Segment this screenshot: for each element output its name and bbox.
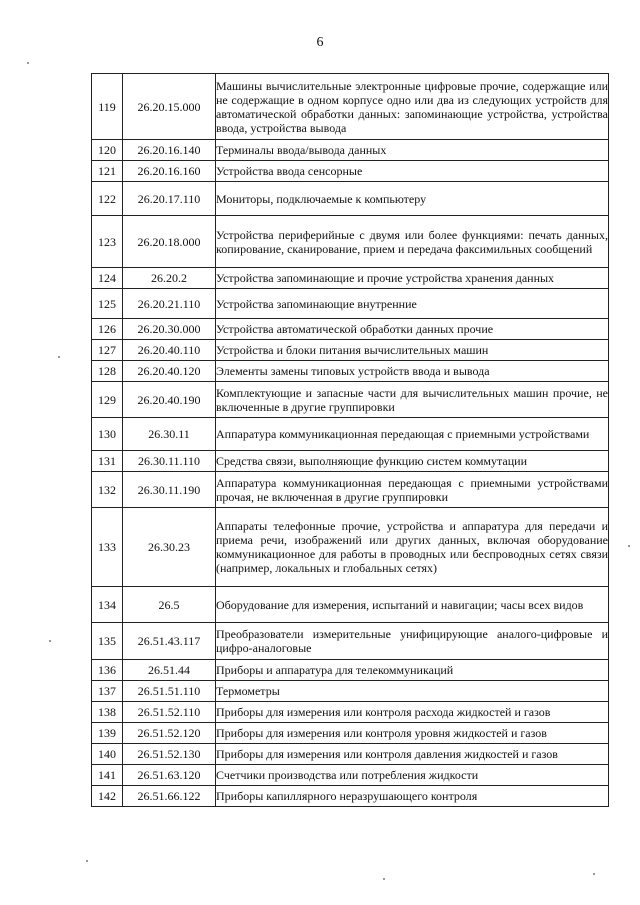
table-row [92, 319, 609, 340]
table-row [92, 418, 609, 451]
row-code: 26.51.63.120 [123, 765, 216, 786]
table-row [92, 140, 609, 161]
row-code: 26.30.23 [123, 508, 216, 587]
row-description: Машины вычислительные электронные цифровые прочие, содержащие или не содержащие в одном корпусе одно или два из следующих устройств для автоматической обработки данных: запоминающие устройства, устройства ввода, устройства вывода [216, 74, 609, 140]
okpd-codes-table [91, 73, 609, 807]
row-number: 142 [92, 786, 123, 807]
row-code: 26.30.11.190 [123, 472, 216, 508]
row-code: 26.20.2 [123, 268, 216, 289]
row-description: Приборы для измерения или контроля давления жидкостей и газов [216, 744, 609, 765]
table-row [92, 744, 609, 765]
row-description: Элементы замены типовых устройств ввода и вывода [216, 361, 609, 382]
scan-speck [593, 873, 595, 875]
table-row [92, 74, 609, 140]
row-description: Термометры [216, 681, 609, 702]
row-description: Приборы для измерения или контроля уровня жидкостей и газов [216, 723, 609, 744]
row-code: 26.20.40.110 [123, 340, 216, 361]
row-description: Приборы капиллярного неразрушающего контроля [216, 786, 609, 807]
row-code: 26.20.16.140 [123, 140, 216, 161]
row-number: 128 [92, 361, 123, 382]
row-code: 26.51.52.120 [123, 723, 216, 744]
row-description: Средства связи, выполняющие функцию систем коммутации [216, 451, 609, 472]
row-number: 130 [92, 418, 123, 451]
table-row [92, 161, 609, 182]
row-code: 26.51.66.122 [123, 786, 216, 807]
row-number: 137 [92, 681, 123, 702]
row-code: 26.20.17.110 [123, 182, 216, 216]
table-row [92, 508, 609, 587]
table-row [92, 382, 609, 418]
row-number: 122 [92, 182, 123, 216]
row-description: Устройства периферийные с двумя или более функциями: печать данных, копирование, сканирование, прием и передача факсимильных сообщений [216, 216, 609, 268]
row-number: 120 [92, 140, 123, 161]
row-description: Устройства ввода сенсорные [216, 161, 609, 182]
row-code: 26.20.21.110 [123, 289, 216, 319]
row-number: 136 [92, 660, 123, 681]
row-description: Устройства запоминающие и прочие устройства хранения данных [216, 268, 609, 289]
row-description: Аппараты телефонные прочие, устройства и аппаратура для передачи и приема речи, изображений или других данных, включая оборудование коммуникационное для работы в проводных или беспроводных сетях связи (например, локальных и глобальных сетях) [216, 508, 609, 587]
row-description: Счетчики производства или потребления жидкости [216, 765, 609, 786]
row-code: 26.20.18.000 [123, 216, 216, 268]
table-row [92, 587, 609, 623]
table-row [92, 361, 609, 382]
row-description: Приборы для измерения или контроля расхода жидкостей и газов [216, 702, 609, 723]
row-code: 26.51.51.110 [123, 681, 216, 702]
row-code: 26.20.16.160 [123, 161, 216, 182]
row-number: 134 [92, 587, 123, 623]
row-number: 124 [92, 268, 123, 289]
table-row [92, 472, 609, 508]
row-number: 127 [92, 340, 123, 361]
row-number: 138 [92, 702, 123, 723]
row-number: 129 [92, 382, 123, 418]
row-description: Оборудование для измерения, испытаний и навигации; часы всех видов [216, 587, 609, 623]
row-number: 133 [92, 508, 123, 587]
row-code: 26.51.44 [123, 660, 216, 681]
row-code: 26.20.30.000 [123, 319, 216, 340]
table-row [92, 451, 609, 472]
row-number: 125 [92, 289, 123, 319]
scan-speck [86, 860, 88, 862]
table-row [92, 289, 609, 319]
row-description: Мониторы, подключаемые к компьютеру [216, 182, 609, 216]
scan-speck [49, 640, 51, 642]
row-code: 26.51.43.117 [123, 623, 216, 660]
row-code: 26.20.40.190 [123, 382, 216, 418]
row-description: Устройства автоматической обработки данных прочие [216, 319, 609, 340]
row-description: Терминалы ввода/вывода данных [216, 140, 609, 161]
row-code: 26.30.11 [123, 418, 216, 451]
row-description: Аппаратура коммуникационная передающая с приемными устройствами [216, 418, 609, 451]
table-row [92, 623, 609, 660]
row-number: 121 [92, 161, 123, 182]
row-description: Устройства и блоки питания вычислительных машин [216, 340, 609, 361]
row-number: 139 [92, 723, 123, 744]
row-number: 131 [92, 451, 123, 472]
row-code: 26.20.15.000 [123, 74, 216, 140]
row-description: Комплектующие и запасные части для вычислительных машин прочие, не включенные в другие группировки [216, 382, 609, 418]
row-number: 132 [92, 472, 123, 508]
row-description: Устройства запоминающие внутренние [216, 289, 609, 319]
table-row [92, 765, 609, 786]
row-number: 123 [92, 216, 123, 268]
row-code: 26.51.52.110 [123, 702, 216, 723]
table-row [92, 681, 609, 702]
row-number: 141 [92, 765, 123, 786]
scan-speck [27, 62, 29, 64]
table-row [92, 723, 609, 744]
table-row [92, 216, 609, 268]
row-code: 26.5 [123, 587, 216, 623]
row-code: 26.20.40.120 [123, 361, 216, 382]
table-row [92, 660, 609, 681]
scan-speck [58, 356, 60, 358]
row-code: 26.30.11.110 [123, 451, 216, 472]
scan-speck [628, 545, 630, 547]
scan-speck [383, 878, 385, 880]
page-number: 6 [316, 35, 324, 50]
row-description: Аппаратура коммуникационная передающая с приемными устройствами прочая, не включенная в другие группировки [216, 472, 609, 508]
table-row [92, 182, 609, 216]
row-number: 126 [92, 319, 123, 340]
row-description: Преобразователи измерительные унифицирующие аналого-цифровые и цифро-аналоговые [216, 623, 609, 660]
table-row [92, 786, 609, 807]
row-code: 26.51.52.130 [123, 744, 216, 765]
table-row [92, 702, 609, 723]
table-row [92, 340, 609, 361]
row-description: Приборы и аппаратура для телекоммуникаций [216, 660, 609, 681]
row-number: 140 [92, 744, 123, 765]
row-number: 119 [92, 74, 123, 140]
table-row [92, 268, 609, 289]
row-number: 135 [92, 623, 123, 660]
